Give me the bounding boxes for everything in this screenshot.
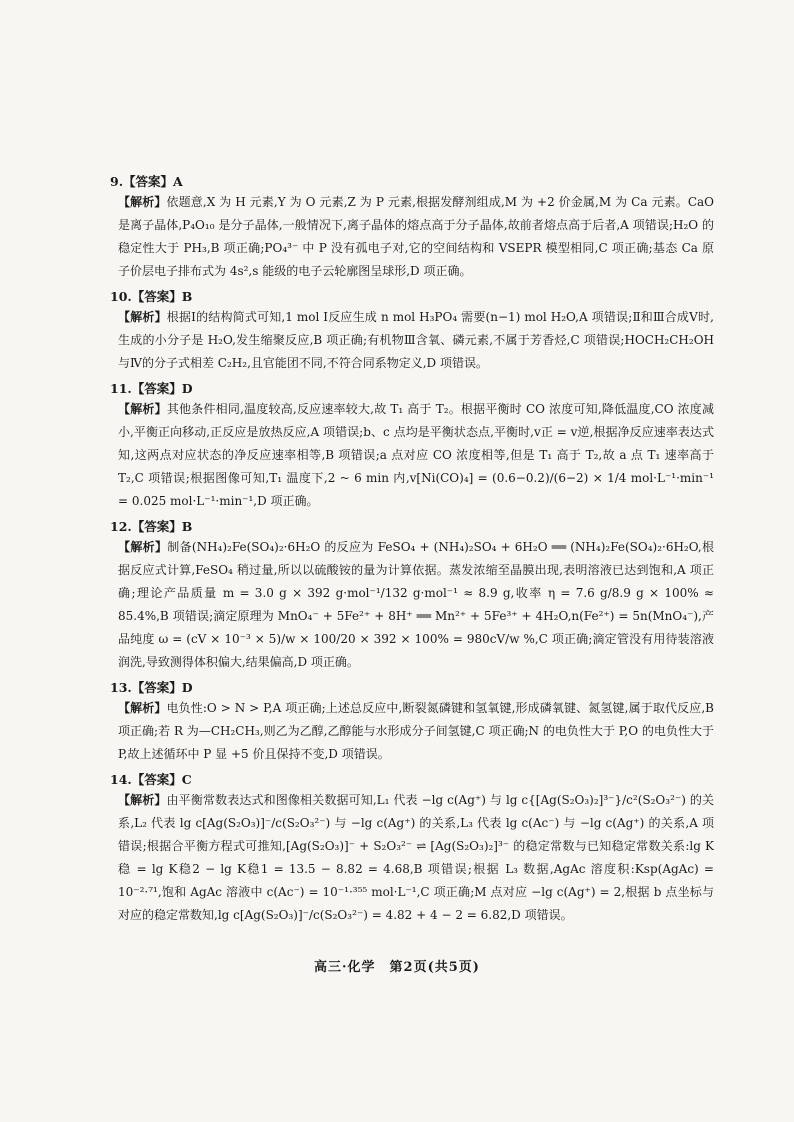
- explanation: [118, 789, 714, 927]
- item-14: [110, 770, 714, 927]
- explanation: [118, 398, 714, 513]
- item-9: [110, 172, 714, 283]
- answer-line: 14.【答案】C: [110, 772, 192, 787]
- item-12: [110, 517, 714, 674]
- answer-line: 10.【答案】B: [110, 289, 193, 304]
- explanation: [118, 191, 714, 283]
- explanation: [118, 697, 714, 766]
- explanation-text: 电负性:O > N > P,A 项正确;上述总反应中,断裂氮磷键和氢氧键,形成磷氧键、氮氢键,属于取代反应,B 项正确;若 R 为—CH₂CH₃,则乙为乙醇,乙醇能与水形成分子间氢键,C 项正确;N 的电负性大于 P,O 的电负性大于 P,故上述循环中 P 显 +5 价且保持不变,D 项错误。: [118, 701, 714, 761]
- page-footer: 高三·化学 第2页(共5页): [314, 960, 480, 975]
- explanation: [118, 536, 714, 674]
- item-11: [110, 379, 714, 513]
- answer-line: 11.【答案】D: [110, 381, 193, 396]
- item-10: [110, 287, 714, 375]
- answer-line: 13.【答案】D: [110, 680, 193, 695]
- analysis-tag: 【解析】: [118, 402, 167, 416]
- explanation-text: 根据Ⅰ的结构简式可知,1 mol Ⅰ反应生成 n mol H₃PO₄ 需要(n−1) mol H₂O,A 项错误;Ⅱ和Ⅲ合成Ⅴ时,生成的小分子是 H₂O,发生缩聚反应,B 项正确;有机物Ⅲ含氧、磷元素,不属于芳香烃,C 项错误;HOCH₂CH₂OH 与Ⅳ的分子式相差 C₂H₂,且官能团不同,不符合同系物定义,D 项错误。: [118, 310, 714, 370]
- analysis-tag: 【解析】: [118, 701, 167, 715]
- analysis-tag: 【解析】: [118, 540, 168, 554]
- explanation-text: 制备(NH₄)₂Fe(SO₄)₂·6H₂O 的反应为 FeSO₄ + (NH₄)₂SO₄ + 6H₂O ══ (NH₄)₂Fe(SO₄)₂·6H₂O,根据反应式计算,FeSO₄ 稍过量,所以以硫酸铵的量为计算依据。蒸发浓缩至晶膜出现,表明溶液已达到饱和,A 项正确;理论产品质量 m = 3.0 g × 392 g·mol⁻¹/132 g·mol⁻¹ ≈ 8.9 g,收率 η = 7.6 g/8.9 g × 100% ≈ 85.4%,B 项错误;滴定原理为 MnO₄⁻ + 5Fe²⁺ + 8H⁺ ══ Mn²⁺ + 5Fe³⁺ + 4H₂O,n(Fe²⁺) = 5n(MnO₄⁻),产品纯度 ω = (cV × 10⁻³ × 5)/w × 100/20 × 392 × 100% = 980cV/w %,C 项正确;滴定管没有用待装溶液润洗,导致测得体积偏大,结果偏高,D 项正确。: [118, 540, 714, 669]
- explanation-text: 其他条件相同,温度较高,反应速率较大,故 T₁ 高于 T₂。根据平衡时 CO 浓度可知,降低温度,CO 浓度减小,平衡正向移动,正反应是放热反应,A 项错误;b、c 点均是平衡状态点,平衡时,v正 = v逆,根据净反应速率表达式知,这两点对应状态的净反应速率相等,B 项错误;a 点对应 CO 浓度相等,但是 T₁ 高于 T₂,故 a 点 T₁ 速率高于 T₂,C 项错误;根据图像可知,T₁ 温度下,2 ~ 6 min 内,v[Ni(CO)₄] = (0.6−0.2)/(6−2) × 1/4 mol·L⁻¹·min⁻¹ = 0.025 mol·L⁻¹·min⁻¹,D 项正确。: [118, 402, 714, 508]
- analysis-tag: 【解析】: [118, 195, 167, 209]
- analysis-tag: 【解析】: [118, 793, 167, 807]
- answer-line: 9.【答案】A: [110, 174, 183, 189]
- analysis-tag: 【解析】: [118, 310, 167, 324]
- explanation-text: 依题意,X 为 H 元素,Y 为 O 元素,Z 为 P 元素,根据发酵剂组成,M 为 +2 价金属,M 为 Ca 元素。CaO 是离子晶体,P₄O₁₀ 是分子晶体,一般情况下,离子晶体的熔点高于分子晶体,故前者熔点高于后者,A 项错误;H₂O 的稳定性大于 PH₃,B 项正确;PO₄³⁻ 中 P 没有孤电子对,它的空间结构和 VSEPR 模型相同,C 项正确;基态 Ca 原子价层电子排布式为 4s²,s 能级的电子云轮廓图呈球形,D 项正确。: [118, 195, 714, 278]
- explanation-text: 由平衡常数表达式和图像相关数据可知,L₁ 代表 −lg c(Ag⁺) 与 lg c{[Ag(S₂O₃)₂]³⁻}/c²(S₂O₃²⁻) 的关系,L₂ 代表 lg c[Ag(S₂O₃)]⁻/c(S₂O₃²⁻) 与 −lg c(Ag⁺) 的关系,L₃ 代表 lg c(Ac⁻) 与 −lg c(Ag⁺) 的关系,A 项错误;根据合平衡方程式可推知,[Ag(S₂O₃)]⁻ + S₂O₃²⁻ ⇌ [Ag(S₂O₃)₂]³⁻ 的稳定常数与已知稳定常数关系:lg K稳 = lg K稳2 − lg K稳1 = 13.5 − 8.82 = 4.68,B 项错误;根据 L₃ 数据,AgAc 溶度积:Ksp(AgAc) = 10⁻²·⁷¹,饱和 AgAc 溶液中 c(Ac⁻) = 10⁻¹·³⁵⁵ mol·L⁻¹,C 项正确;M 点对应 −lg c(Ag⁺) = 2,根据 b 点坐标与对应的稳定常数知,lg c[Ag(S₂O₃)]⁻/c(S₂O₃²⁻) = 4.82 + 4 − 2 = 6.82,D 项错误。: [118, 793, 714, 922]
- answer-line: 12.【答案】B: [110, 519, 193, 534]
- item-13: [110, 678, 714, 766]
- explanation: [118, 306, 714, 375]
